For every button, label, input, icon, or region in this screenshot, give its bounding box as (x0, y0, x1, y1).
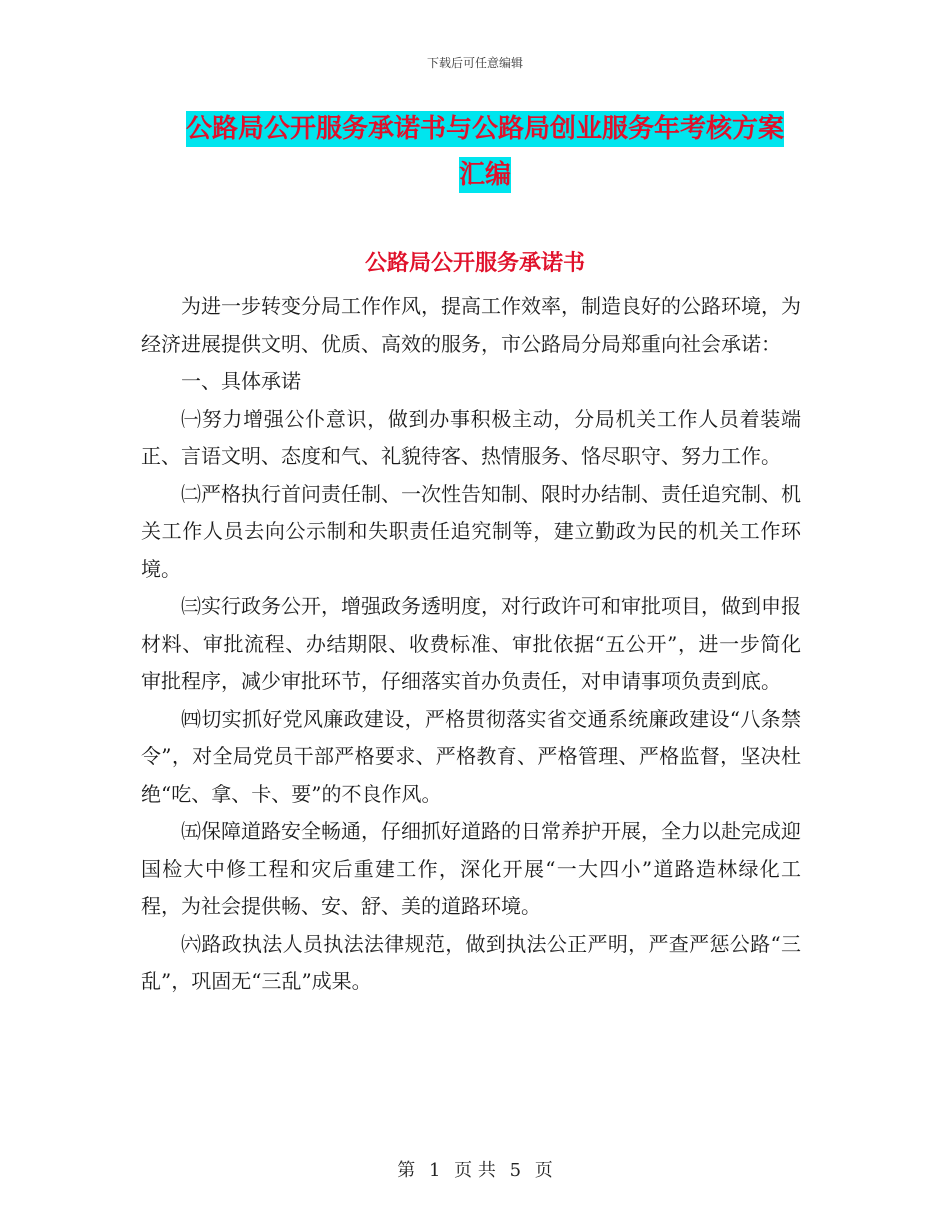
footer-middle: 页 共 (454, 1160, 496, 1181)
paragraph-heading-commitments: 一、具体承诺 (181, 369, 301, 393)
paragraph-item-5: ㈤保障道路安全畅通，仔细抓好道路的日常养护开展，全力以赴完成迎国检大中修工程和灾后重建工作，深化开展“一大四小”道路造林绿化工程，为社会提供畅、安、舒、美的道路环境。 (141, 819, 801, 918)
paragraph-item-2: ㈡严格执行首问责任制、一次性告知制、限时办结制、责任追究制、机关工作人员去向公示制和失职责任追究制等，建立勤政为民的机关工作环境。 (141, 481, 801, 581)
document-body (141, 288, 801, 1001)
document-title-line2: 汇编 (459, 157, 511, 193)
footer-prefix: 第 (397, 1160, 416, 1181)
footer-total-pages: 5 (509, 1160, 522, 1181)
paragraph-item-6: ㈥路政执法人员执法法律规范，做到执法公正严明，严查严惩公路“三乱”，巩固无“三乱”成果。 (141, 931, 801, 993)
section-title: 公路局公开服务承诺书 (364, 251, 585, 276)
document-title (140, 106, 830, 198)
paragraph-intro: 为进一步转变分局工作作风，提高工作效率，制造良好的公路环境，为经济进展提供文明、优质、高效的服务，市公路局分局郑重向社会承诺： (141, 294, 801, 356)
paragraph-item-3: ㈢实行政务公开，增强政务透明度，对行政许可和审批项目，做到申报材料、审批流程、办结期限、收费标准、审批依据“五公开”，进一步简化审批程序，减少审批环节，仔细落实首办负责任，对申请事项负责到底。 (141, 594, 801, 693)
document-title-line1: 公路局公开服务承诺书与公路局创业服务年考核方案 (186, 111, 784, 147)
header-note: 下载后可任意编辑 (426, 56, 523, 70)
page-footer (0, 1156, 950, 1182)
paragraph-item-4: ㈣切实抓好党风廉政建设，严格贯彻落实省交通系统廉政建设“八条禁令”，对全局党员干部严格要求、严格教育、严格管理、严格监督，坚决杜绝“吃、拿、卡、要”的不良作风。 (141, 706, 801, 806)
footer-page-number: 1 (428, 1160, 441, 1181)
footer-suffix: 页 (534, 1160, 553, 1181)
paragraph-item-1: ㈠努力增强公仆意识，做到办事积极主动，分局机关工作人员着装端正、言语文明、态度和气、礼貌待客、热情服务、恪尽职守、努力工作。 (141, 406, 801, 468)
